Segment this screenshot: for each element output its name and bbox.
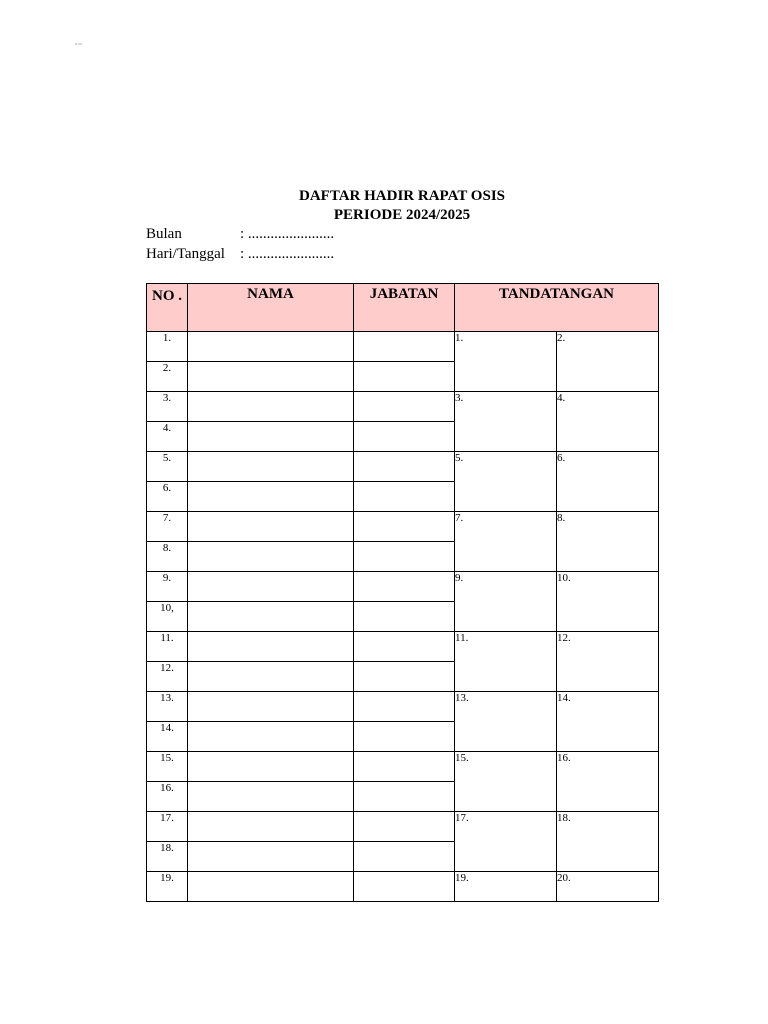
- jabatan-cell[interactable]: [354, 392, 455, 422]
- jabatan-cell[interactable]: [354, 752, 455, 782]
- row-number: 10,: [147, 602, 188, 632]
- table-row: [147, 512, 659, 542]
- signature-cell[interactable]: 12.: [557, 632, 659, 692]
- table-header-row: [147, 284, 659, 332]
- nama-cell[interactable]: [188, 692, 354, 722]
- field-hari-tanggal-value: : .......................: [240, 246, 335, 262]
- nama-cell[interactable]: [188, 362, 354, 392]
- signature-cell[interactable]: 5.: [455, 452, 557, 512]
- table-row: [147, 332, 659, 362]
- attendance-body: [147, 332, 659, 902]
- header-tandatangan: TANDATANGAN: [455, 284, 659, 332]
- row-number: 4.: [147, 422, 188, 452]
- field-bulan-value: : .......................: [240, 226, 335, 242]
- signature-cell[interactable]: 8.: [557, 512, 659, 572]
- signature-cell[interactable]: 2.: [557, 332, 659, 392]
- jabatan-cell[interactable]: [354, 572, 455, 602]
- jabatan-cell[interactable]: [354, 452, 455, 482]
- jabatan-cell[interactable]: [354, 872, 455, 902]
- field-hari-tanggal: [146, 246, 334, 263]
- table-row: [147, 692, 659, 722]
- row-number: 14.: [147, 722, 188, 752]
- nama-cell[interactable]: [188, 602, 354, 632]
- jabatan-cell[interactable]: [354, 812, 455, 842]
- jabatan-cell[interactable]: [354, 422, 455, 452]
- jabatan-cell[interactable]: [354, 542, 455, 572]
- signature-cell[interactable]: 4.: [557, 392, 659, 452]
- row-number: 17.: [147, 812, 188, 842]
- nama-cell[interactable]: [188, 842, 354, 872]
- nama-cell[interactable]: [188, 422, 354, 452]
- jabatan-cell[interactable]: [354, 842, 455, 872]
- row-number: 8.: [147, 542, 188, 572]
- signature-cell[interactable]: 1.: [455, 332, 557, 392]
- signature-cell[interactable]: 13.: [455, 692, 557, 752]
- jabatan-cell[interactable]: [354, 692, 455, 722]
- signature-cell[interactable]: 18.: [557, 812, 659, 872]
- attendance-table: [146, 283, 659, 902]
- row-number: 18.: [147, 842, 188, 872]
- row-number: 2.: [147, 362, 188, 392]
- nama-cell[interactable]: [188, 392, 354, 422]
- nama-cell[interactable]: [188, 482, 354, 512]
- jabatan-cell[interactable]: [354, 512, 455, 542]
- nama-cell[interactable]: [188, 662, 354, 692]
- row-number: 6.: [147, 482, 188, 512]
- nama-cell[interactable]: [188, 722, 354, 752]
- signature-cell[interactable]: 15.: [455, 752, 557, 812]
- header-nama: NAMA: [188, 284, 354, 332]
- row-number: 19.: [147, 872, 188, 902]
- table-row: [147, 572, 659, 602]
- nama-cell[interactable]: [188, 452, 354, 482]
- row-number: 12.: [147, 662, 188, 692]
- row-number: 1.: [147, 332, 188, 362]
- document-period: PERIODE 2024/2025: [333, 207, 471, 223]
- signature-cell[interactable]: 20.: [557, 872, 659, 902]
- signature-cell[interactable]: 6.: [557, 452, 659, 512]
- jabatan-cell[interactable]: [354, 782, 455, 812]
- signature-cell[interactable]: 19.: [455, 872, 557, 902]
- signature-cell[interactable]: 16.: [557, 752, 659, 812]
- signature-cell[interactable]: 10.: [557, 572, 659, 632]
- signature-cell[interactable]: 3.: [455, 392, 557, 452]
- nama-cell[interactable]: [188, 812, 354, 842]
- table-row: [147, 392, 659, 422]
- signature-cell[interactable]: 17.: [455, 812, 557, 872]
- table-row: [147, 812, 659, 842]
- field-bulan: [146, 226, 334, 243]
- jabatan-cell[interactable]: [354, 332, 455, 362]
- nama-cell[interactable]: [188, 752, 354, 782]
- nama-cell[interactable]: [188, 872, 354, 902]
- signature-cell[interactable]: 9.: [455, 572, 557, 632]
- jabatan-cell[interactable]: [354, 602, 455, 632]
- nama-cell[interactable]: [188, 782, 354, 812]
- header-no: NO .: [147, 284, 188, 332]
- field-bulan-label: Bulan: [146, 226, 182, 242]
- row-number: 5.: [147, 452, 188, 482]
- row-number: 15.: [147, 752, 188, 782]
- jabatan-cell[interactable]: [354, 722, 455, 752]
- row-number: 16.: [147, 782, 188, 812]
- nama-cell[interactable]: [188, 632, 354, 662]
- row-number: 11.: [147, 632, 188, 662]
- table-row: [147, 452, 659, 482]
- jabatan-cell[interactable]: [354, 662, 455, 692]
- document-title: DAFTAR HADIR RAPAT OSIS: [299, 188, 505, 204]
- table-row: [147, 872, 659, 902]
- signature-cell[interactable]: 11.: [455, 632, 557, 692]
- row-number: 13.: [147, 692, 188, 722]
- signature-cell[interactable]: 7.: [455, 512, 557, 572]
- table-row: [147, 752, 659, 782]
- row-number: 9.: [147, 572, 188, 602]
- nama-cell[interactable]: [188, 512, 354, 542]
- nama-cell[interactable]: [188, 542, 354, 572]
- nama-cell[interactable]: [188, 332, 354, 362]
- signature-cell[interactable]: 14.: [557, 692, 659, 752]
- jabatan-cell[interactable]: [354, 632, 455, 662]
- field-hari-tanggal-label: Hari/Tanggal: [146, 246, 225, 262]
- jabatan-cell[interactable]: [354, 362, 455, 392]
- table-row: [147, 632, 659, 662]
- header-jabatan: JABATAN: [354, 284, 455, 332]
- row-number: 3.: [147, 392, 188, 422]
- nama-cell[interactable]: [188, 572, 354, 602]
- corner-mark: s.co: [75, 41, 83, 46]
- jabatan-cell[interactable]: [354, 482, 455, 512]
- row-number: 7.: [147, 512, 188, 542]
